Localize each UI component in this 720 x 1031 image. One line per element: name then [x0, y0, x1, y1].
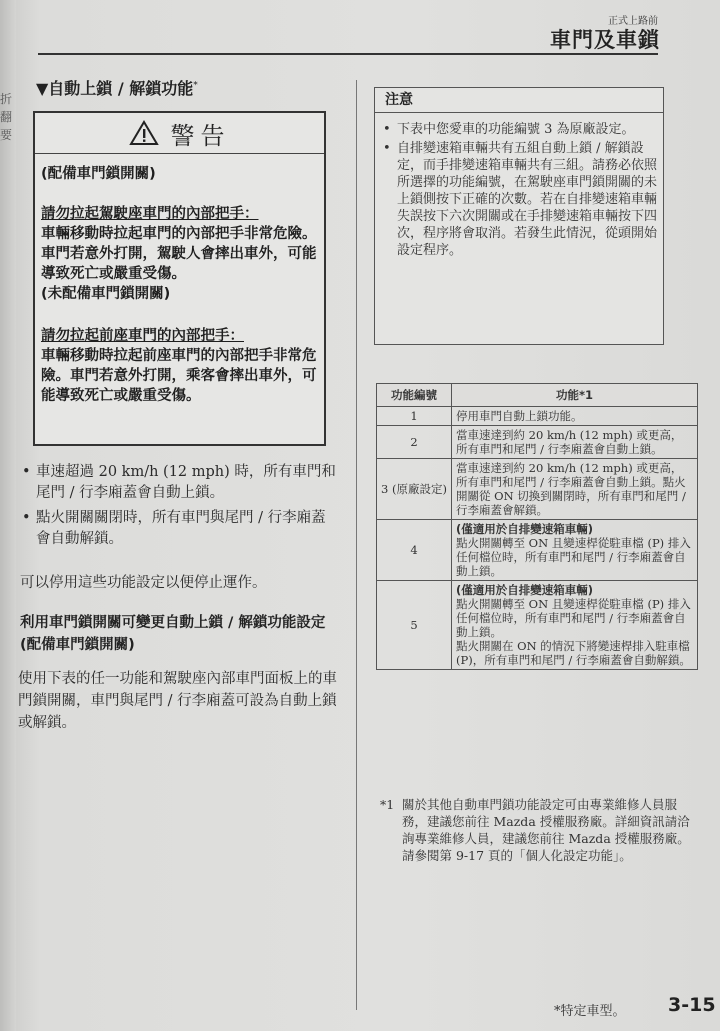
warning-header — [35, 113, 324, 154]
chapter-label: 正式上路前 — [608, 16, 658, 27]
table-cell-text: 停用車門自動上鎖功能。 — [456, 409, 583, 423]
footer-note: *特定車型。 — [554, 1004, 626, 1019]
warning-lead-front: 請勿拉起前座車門的內部把手： — [41, 328, 244, 344]
warning-text-front: 車輛移動時拉起前座車門的內部把手非常危險。車門若意外打開，乘客會摔出車外，可能導致死亡或嚴重受傷。 — [41, 348, 317, 404]
table-cell-function — [452, 581, 698, 670]
table-cell-condition: (僅適用於自排變速箱車輛) — [456, 522, 594, 536]
warning-heading: 警告 — [170, 121, 231, 150]
note-box — [374, 87, 664, 345]
warning-sub-with-switch: (配備車門鎖開關) — [41, 166, 156, 182]
table-cell-number: 5 — [377, 581, 452, 670]
table-cell-text: 當車速達到約 20 km/h (12 mph) 或更高，所有車門和尾門 / 行李廂蓋會自動上鎖。點火開關從 ON 切換到關閉時，所有車門和尾門 / 行李廂蓋會解鎖。 — [456, 461, 686, 517]
table-cell-text: 點火開關轉至 ON 且變速桿從駐車檔 (P) 排入任何檔位時，所有車門和尾門 / 行李廂蓋會自動上鎖。 — [456, 536, 691, 578]
feature-bullets — [22, 462, 340, 554]
table-row — [377, 520, 698, 581]
table-cell-text: 點火開關轉至 ON 且變速桿從駐車檔 (P) 排入任何檔位時，所有車門和尾門 / 行李廂蓋會自動上鎖。 — [456, 597, 691, 639]
table-cell-text: 當車速達到約 20 km/h (12 mph) 或更高，所有車門和尾門 / 行李廂蓋會自動上鎖。 — [456, 428, 683, 456]
warning-sub-without-switch: (未配備車門鎖開關) — [41, 286, 171, 302]
table-cell-number: 3 (原廠設定) — [377, 459, 452, 520]
table-cell-function — [452, 459, 698, 520]
footnote-text: 關於其他自動車門鎖功能設定可由專業維修人員服務，建議您前往 Mazda 授權服務廠。詳細資訊請洽詢專業維修人員，建議您前往 Mazda 授權服務廠。請參閱第 9-17 頁的「個人化設定功能」。 — [402, 797, 690, 863]
warning-body — [35, 154, 324, 406]
note-item-default: • 下表中您愛車的功能編號 3 為原廠設定。 — [383, 121, 657, 138]
section-title — [36, 76, 198, 99]
table-cell-function — [452, 520, 698, 581]
footnote — [380, 796, 692, 864]
subsection-heading: 利用車門鎖開關可變更自動上鎖 / 解鎖功能設定 (配備車門鎖開關) — [20, 615, 326, 653]
column-divider — [356, 80, 357, 1010]
warning-triangle-icon — [129, 120, 159, 146]
note-body — [375, 113, 663, 259]
section-title-text: ▼自動上鎖 / 解鎖功能 — [36, 79, 194, 98]
warning-box — [33, 111, 326, 446]
function-table — [376, 383, 698, 670]
warning-text-driver: 車輛移動時拉起車門的內部把手非常危險。車門若意外打開，駕駛人會摔出車外，可能導致死亡或嚴重受傷。 — [41, 226, 317, 282]
table-cell-function — [452, 407, 698, 426]
bullet-auto-unlock: • 點火開關關閉時，所有車門與尾門 / 行李廂蓋會自動解鎖。 — [22, 508, 340, 550]
warning-lead-driver: 請勿拉起駕駛座車門的內部把手： — [41, 206, 259, 222]
table-cell-number: 4 — [377, 520, 452, 581]
page-spine — [0, 0, 16, 1031]
header-rule — [38, 53, 658, 55]
section-title-mark: * — [193, 80, 198, 91]
table-row — [377, 426, 698, 459]
spine-text: 折翻要 — [0, 92, 13, 142]
table-header-function: 功能*1 — [452, 384, 698, 407]
subsection-text: 使用下表的任一功能和駕駛座內部車門面板上的車門鎖開關，車門與尾門 / 行李廂蓋可設為自動上鎖或解鎖。 — [18, 671, 337, 731]
table-cell-function — [452, 426, 698, 459]
disable-note: 可以停用這些功能設定以便停止運作。 — [20, 575, 267, 591]
page-title: 車門及車鎖 — [550, 28, 660, 52]
footnote-mark: *1 — [380, 797, 395, 812]
table-cell-number: 1 — [377, 407, 452, 426]
bullet-auto-lock: • 車速超過 20 km/h (12 mph) 時，所有車門和尾門 / 行李廂蓋會自動上鎖。 — [22, 462, 340, 504]
table-header-row — [377, 384, 698, 407]
note-heading: 注意 — [375, 88, 663, 113]
table-cell-condition: (僅適用於自排變速箱車輛) — [456, 583, 594, 597]
table-header-number: 功能編號 — [377, 384, 452, 407]
note-item-procedure: • 自排變速箱車輛共有五組自動上鎖 / 解鎖設定，而手排變速箱車輛共有三組。請務必依照所選擇的功能編號，在駕駛座車門鎖開關的未上鎖側按下正確的次數。若在自排變速箱車輛失誤按下六次開關或在手排變速箱車輛按下四次，程序將會取消。若發生此情況，從頭開始設定程序。 — [383, 140, 657, 259]
table-cell-number: 2 — [377, 426, 452, 459]
table-row — [377, 459, 698, 520]
table-row — [377, 581, 698, 670]
table-cell-text: 點火開關在 ON 的情況下將變速桿排入駐車檔 (P)，所有車門和尾門 / 行李廂蓋會自動解鎖。 — [456, 639, 691, 667]
page-number: 3-15 — [668, 994, 716, 1016]
table-row — [377, 407, 698, 426]
